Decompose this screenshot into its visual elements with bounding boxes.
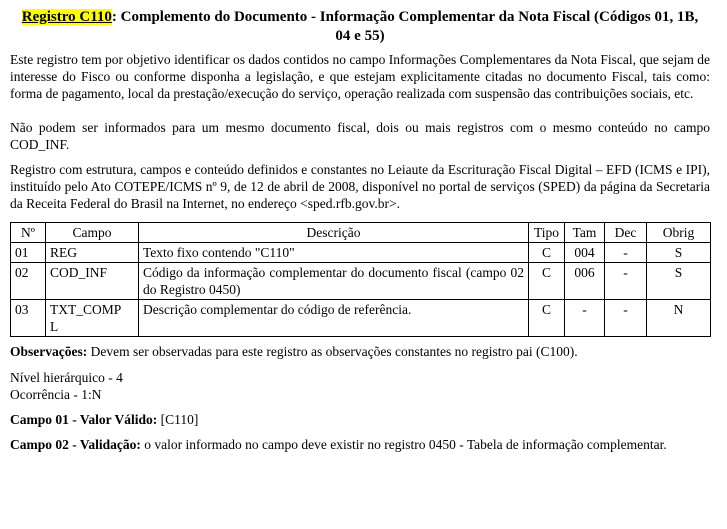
cell-tam: -	[565, 300, 605, 337]
campo01-label: Campo 01 - Valor Válido:	[10, 412, 158, 427]
structure-paragraph: Registro com estrutura, campos e conteúdo definidos e constantes no Leiaute da Escrituração Fiscal Digital – EFD (ICMS e IPI), instituído pelo Ato COTEPE/ICMS nº 9, de 12 de abril de 2008, disponível no portal de serviços (SPED) da página da Secretaria da Receita Federal do Brasil na Internet, no endereço <sped.rfb.gov.br>.	[10, 162, 710, 211]
document-page	[10, 8, 710, 453]
header-obrig: Obrig	[647, 223, 711, 243]
campo01-paragraph	[10, 411, 710, 428]
campo01-text: [C110]	[157, 412, 199, 427]
cell-descricao: Descrição complementar do código de referência.	[139, 300, 529, 337]
fields-table	[10, 222, 711, 337]
campo02-text: o valor informado no campo deve existir no registro 0450 - Tabela de informação complementar.	[140, 437, 667, 452]
cell-dec: -	[605, 243, 647, 263]
cell-num: 03	[11, 300, 46, 337]
campo02-label: Campo 02 - Validação:	[10, 437, 141, 452]
header-tipo: Tipo	[529, 223, 565, 243]
objective-paragraph: Este registro tem por objetivo identificar os dados contidos no campo Informações Complementares da Nota Fiscal, que sejam de interesse do Fisco ou conforme disponha a legislação, e que estejam explicitamente citadas no documento Fiscal, tais como: forma de pagamento, local da prestação/execução do serviço, operação realizada com suspensão das contribuições sociais, etc.	[10, 52, 710, 101]
observacoes-label: Observações:	[10, 344, 88, 359]
cell-campo: REG	[46, 243, 139, 263]
table-row	[11, 300, 711, 337]
cell-tipo: C	[529, 243, 565, 263]
cell-tipo: C	[529, 263, 565, 300]
cell-obrig: N	[647, 300, 711, 337]
record-code-highlight: Registro C110	[21, 9, 112, 25]
cell-obrig: S	[647, 263, 711, 300]
title-text: : Complemento do Documento - Informação Complementar da Nota Fiscal (Códigos 01, 1B, 04 e 55)	[111, 9, 699, 44]
table-header-row	[11, 223, 711, 243]
cell-tam: 004	[565, 243, 605, 263]
page-title	[10, 8, 710, 46]
cell-descricao: Código da informação complementar do documento fiscal (campo 02 do Registro 0450)	[139, 263, 529, 300]
header-dec: Dec	[605, 223, 647, 243]
cell-dec: -	[605, 263, 647, 300]
cell-num: 02	[11, 263, 46, 300]
campo02-paragraph	[10, 436, 710, 453]
cell-campo: TXT_COMP L	[46, 300, 139, 337]
header-num: Nº	[11, 223, 46, 243]
header-descricao: Descrição	[139, 223, 529, 243]
cell-tam: 006	[565, 263, 605, 300]
nivel-hierarquico: Nível hierárquico - 4	[10, 370, 123, 385]
header-tam: Tam	[565, 223, 605, 243]
table-row	[11, 263, 711, 300]
cell-obrig: S	[647, 243, 711, 263]
cell-num: 01	[11, 243, 46, 263]
observacoes-text: Devem ser observadas para este registro as observações constantes no registro pai (C100).	[87, 344, 578, 359]
restriction-paragraph: Não podem ser informados para um mesmo documento fiscal, dois ou mais registros com o mesmo conteúdo no campo COD_INF.	[10, 120, 710, 152]
cell-descricao: Texto fixo contendo "C110"	[139, 243, 529, 263]
cell-dec: -	[605, 300, 647, 337]
observacoes-paragraph	[10, 343, 710, 360]
table-row	[11, 243, 711, 263]
header-campo: Campo	[46, 223, 139, 243]
cell-tipo: C	[529, 300, 565, 337]
ocorrencia: Ocorrência - 1:N	[10, 387, 102, 402]
cell-campo: COD_INF	[46, 263, 139, 300]
